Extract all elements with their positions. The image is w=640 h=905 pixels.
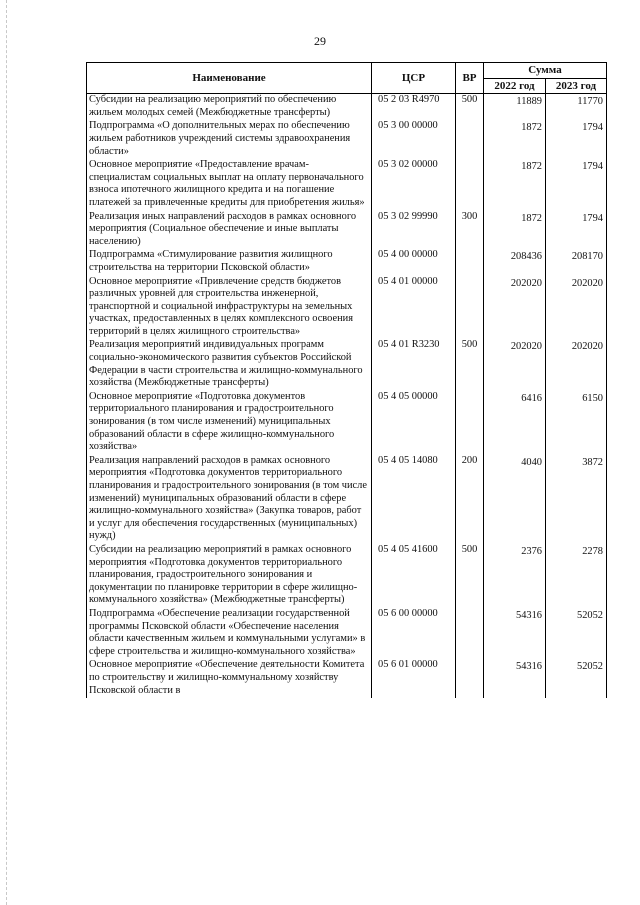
cell-2023: 52052 — [546, 608, 607, 659]
cell-2022: 202020 — [484, 339, 546, 390]
cell-vr — [456, 159, 484, 210]
cell-2023: 1794 — [546, 159, 607, 210]
budget-table — [86, 62, 607, 698]
cell-2023: 2278 — [546, 544, 607, 608]
cell-name: Реализация иных направлений расходов в рамках основного мероприятия (Социальное обеспечение и иные выплаты населению) — [87, 211, 372, 250]
cell-name: Основное мероприятие «Привлечение средств бюджетов различных уровней для строительства инженерной, транспортной и социальной инфраструктуры на земельных участках, предоставленных в целях комплексного освоения территорий в целях жилищного строительства» — [87, 276, 372, 340]
table-row — [87, 659, 607, 698]
cell-vr — [456, 659, 484, 698]
table-row — [87, 159, 607, 210]
cell-2022: 1872 — [484, 120, 546, 159]
cell-csr: 05 3 02 99990 — [372, 211, 456, 250]
header-year-2022: 2022 год — [484, 78, 546, 94]
cell-name: Субсидии на реализацию мероприятий по обеспечению жильем молодых семей (Межбюджетные трансферты) — [87, 94, 372, 121]
header-year-2023: 2023 год — [546, 78, 607, 94]
cell-2023: 1794 — [546, 120, 607, 159]
table-row — [87, 391, 607, 455]
cell-vr — [456, 120, 484, 159]
header-csr: ЦСР — [372, 63, 456, 94]
table-row — [87, 339, 607, 390]
table-row — [87, 249, 607, 275]
cell-2023: 3872 — [546, 455, 607, 544]
cell-2022: 54316 — [484, 659, 546, 698]
table-row — [87, 455, 607, 544]
cell-csr: 05 6 01 00000 — [372, 659, 456, 698]
cell-csr: 05 3 00 00000 — [372, 120, 456, 159]
cell-csr: 05 2 03 R4970 — [372, 94, 456, 121]
cell-vr — [456, 391, 484, 455]
cell-2022: 208436 — [484, 249, 546, 275]
table-row — [87, 120, 607, 159]
cell-vr: 300 — [456, 211, 484, 250]
cell-2023: 202020 — [546, 339, 607, 390]
header-vr: ВР — [456, 63, 484, 94]
cell-2022: 1872 — [484, 211, 546, 250]
cell-vr — [456, 276, 484, 340]
cell-name: Субсидии на реализацию мероприятий в рамках основного мероприятия «Подготовка документов территориального планирования, градостроительного зонирования и документации по планировке территории в сфере жилищно-коммунального хозяйства» (Межбюджетные трансферты) — [87, 544, 372, 608]
table-row — [87, 608, 607, 659]
cell-2023: 1794 — [546, 211, 607, 250]
cell-vr: 500 — [456, 544, 484, 608]
cell-vr — [456, 249, 484, 275]
cell-name: Подпрограмма «Обеспечение реализации государственной программы Псковской области «Обеспечение населения области качественным жильем и коммунальными услугами» в сфере строительства и жилищно-коммунального хозяйства» — [87, 608, 372, 659]
scan-edge — [6, 0, 7, 905]
cell-name: Основное мероприятие «Обеспечение деятельности Комитета по строительству и жилищно-коммунальному хозяйству Псковской области в — [87, 659, 372, 698]
cell-name: Основное мероприятие «Подготовка документов территориального планирования и градостроительного зонирования (в том числе изменений) муниципальных образований области в сфере жилищно-коммунального хозяйства» — [87, 391, 372, 455]
cell-vr: 500 — [456, 339, 484, 390]
cell-name: Подпрограмма «Стимулирование развития жилищного строительства на территории Псковской области» — [87, 249, 372, 275]
cell-2023: 11770 — [546, 94, 607, 121]
cell-2022: 54316 — [484, 608, 546, 659]
cell-csr: 05 4 00 00000 — [372, 249, 456, 275]
cell-csr: 05 3 02 00000 — [372, 159, 456, 210]
page-number: 29 — [314, 34, 326, 48]
cell-2022: 4040 — [484, 455, 546, 544]
cell-2023: 208170 — [546, 249, 607, 275]
table-row — [87, 94, 607, 121]
cell-name: Основное мероприятие «Предоставление врачам-специалистам социальных выплат на оплату первоначального взноса ипотечного жилищного кредита и на погашение платежей за привлеченные кредиты для приобретения жилья» — [87, 159, 372, 210]
header-sum: Сумма — [484, 63, 607, 79]
cell-vr: 500 — [456, 94, 484, 121]
table-row — [87, 276, 607, 340]
table-body — [87, 94, 607, 698]
cell-2023: 202020 — [546, 276, 607, 340]
cell-2022: 1872 — [484, 159, 546, 210]
cell-vr: 200 — [456, 455, 484, 544]
cell-csr: 05 4 05 00000 — [372, 391, 456, 455]
header-name: Наименование — [87, 63, 372, 94]
cell-csr: 05 4 01 R3230 — [372, 339, 456, 390]
cell-name: Подпрограмма «О дополнительных мерах по обеспечению жильем работников учреждений системы здравоохранения области» — [87, 120, 372, 159]
cell-csr: 05 6 00 00000 — [372, 608, 456, 659]
cell-2022: 6416 — [484, 391, 546, 455]
cell-csr: 05 4 05 14080 — [372, 455, 456, 544]
cell-2023: 6150 — [546, 391, 607, 455]
cell-vr — [456, 608, 484, 659]
cell-2022: 2376 — [484, 544, 546, 608]
table-row — [87, 211, 607, 250]
cell-csr: 05 4 01 00000 — [372, 276, 456, 340]
table-header — [87, 63, 607, 94]
cell-2022: 202020 — [484, 276, 546, 340]
cell-csr: 05 4 05 41600 — [372, 544, 456, 608]
cell-2023: 52052 — [546, 659, 607, 698]
cell-name: Реализация мероприятий индивидуальных программ социально-экономического развития субъектов Российской Федерации в части строительства и жилищно-коммунального хозяйства (Межбюджетные трансферты) — [87, 339, 372, 390]
cell-2022: 11889 — [484, 94, 546, 121]
cell-name: Реализация направлений расходов в рамках основного мероприятия «Подготовка документов территориального планирования и градостроительного зонирования (в том числе изменений) муниципальных образований области в сфере жилищно-коммунального хозяйства» (Закупка товаров, работ и услуг для обеспечения государственных (муниципальных) нужд) — [87, 455, 372, 544]
table-row — [87, 544, 607, 608]
